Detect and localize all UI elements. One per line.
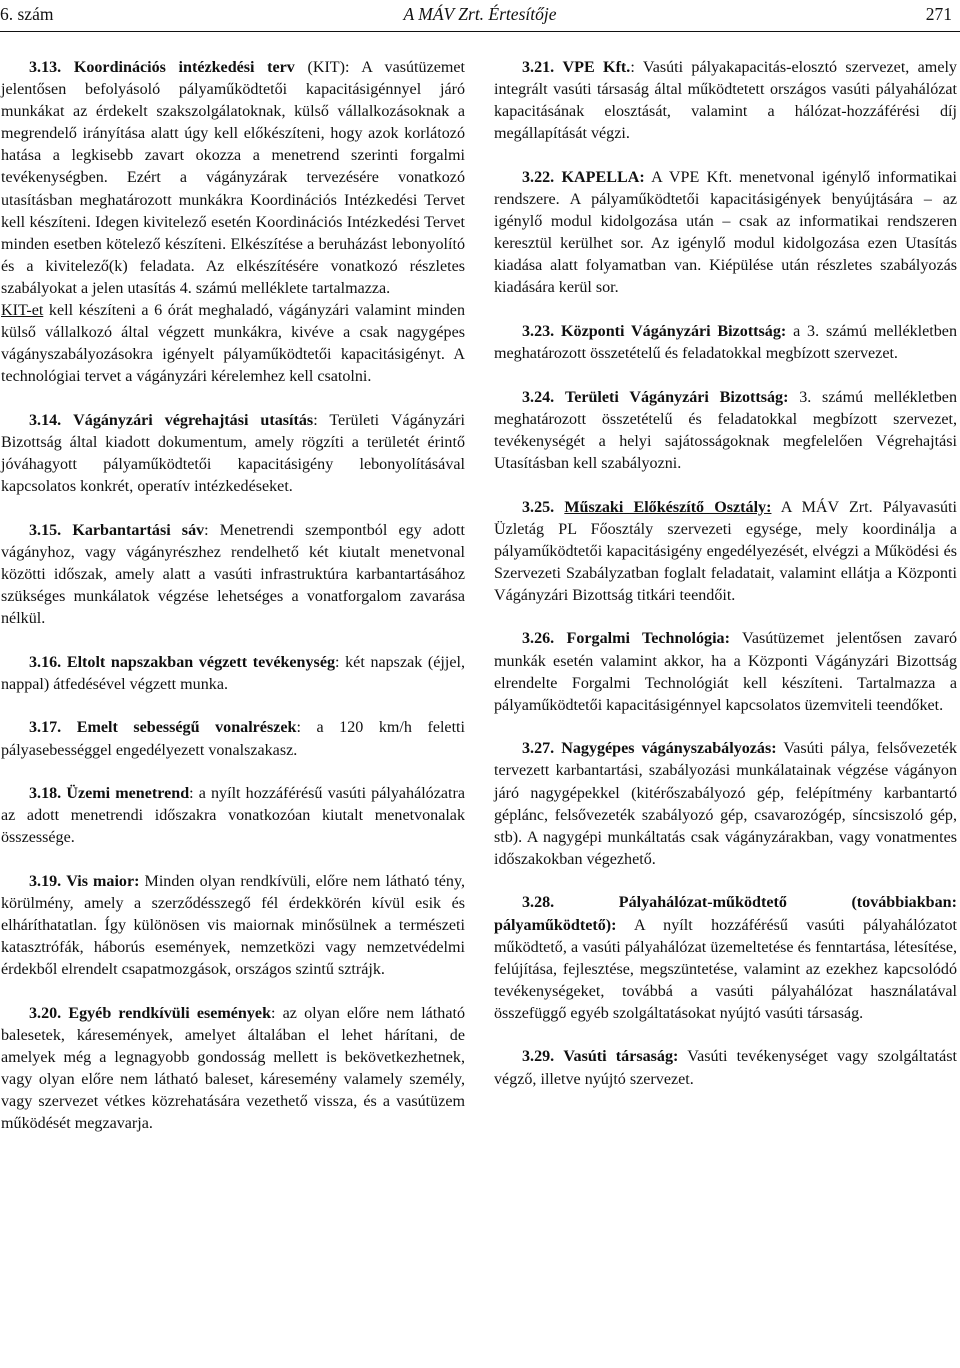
section-text: : a nyílt hozzáférésű vasúti pályahálózatra az adott menetrendi időszakra vonatkozóan kiutalt menetvonalak összessége. [1, 785, 465, 847]
section-term: Vasúti társaság: [563, 1048, 679, 1066]
section-number: 3.26. [522, 630, 555, 648]
section-3-16 [1, 652, 465, 696]
section-number: 3.27. [522, 740, 555, 758]
section-term: Koordinációs intézkedési terv [73, 59, 295, 76]
section-3-19 [1, 871, 465, 981]
section-text: : Vasúti pályakapacitás-elosztó szervezet, amely integrált vasúti társaság által működtetett országos vasúti pályahálózat kapacitásának elosztását, valamint a hálózat-hozzáférési díj megállapítását végzi. [494, 59, 957, 143]
section-term: KAPELLA: [561, 168, 645, 186]
section-text: kell készíteni a 6 órát meghaladó, vágányzári valamint minden külső vállalkozó által végzett munkákra, kivéve a csak nagygépes vágányszabályozásokra igényelt pályaműködtetői kapacitásigényt. A technológiai tervet a vágányzári kérelemhez kell csatolni. [1, 302, 465, 386]
section-number: 3.29. [522, 1048, 555, 1066]
section-3-25 [494, 497, 957, 607]
section-3-27 [494, 738, 957, 871]
section-text: : Menetrendi szempontból egy adott vágányhoz, vagy vágányrészhez rendelhető két kiutalt menetvonal közötti időszak, amely alatt a vasúti infrastruktúra karbantartásához szükséges munkálatok végzése lehetséges a vonatforgalom zavarása nélkül. [1, 521, 465, 628]
section-term: VPE Kft. [562, 59, 631, 76]
section-3-20 [1, 1003, 465, 1136]
issue-number: 6. szám [0, 4, 54, 24]
section-text: (KIT): A vasútüzemet jelentősen befolyásoló pályaműködtetői kapacitásigénnyel járó munkákat az érdekelt szakszolgálatoknak, külső vállalkozásoknak a megrendelő irányítása alatt úgy kell előkészíteni, hogy azok korlátozó hatása a legkisebb zavart okozza a menetrend szerinti forgalmi tevékenységben. Ezért a vágányzárak tervezésére vonatkozó utasításban meghatározott munkákra Koordinációs Intézkedési Tervet kell készíteni. Idegen kivitelező esetén Koordinációs Intézkedési Tervet minden esetben kötelező készíteni. Elkészítése a beruházást lebonyolító és a kivitelező(k) feladata. Az elkészítésére vonatkozó részletes szabályokat a jelen utasítás 4. számú melléklete tartalmazza. [1, 59, 465, 297]
section-text: a 3. számú mellékletben meghatározott összetételű és feladatokkal megbízott szervezet. [494, 322, 958, 363]
section-term: Eltolt napszakban végzett tevékenység [66, 653, 336, 671]
section-3-18 [1, 783, 465, 849]
section-number: 3.15. [29, 521, 62, 539]
section-3-24 [494, 387, 957, 475]
section-text: 3. számú mellékletben meghatározott összetételű és feladatokkal megbízott szervezet, tevékenységét a helyi sajátosságoknak megfelelően Végrehajtási Utasításban kell szabályozni. [494, 388, 957, 472]
section-term: Karbantartási sáv [72, 521, 205, 539]
right-column [494, 57, 957, 1091]
section-3-28 [494, 892, 957, 1025]
section-3-15 [1, 520, 465, 630]
section-text: A MÁV Zrt. Pályavasúti Üzletág PL Főosztály szervezeti egysége, mely koordinálja a pályaműködtetői kapacitásigény engedélyezését, elvégzi a Működési és Szervezeti Szabályzatban foglalt feladatait, valamint ellátja a Központi Vágányzári Bizottság titkári teendőit. [494, 498, 957, 604]
section-number: 3.20. [29, 1004, 62, 1022]
section-number: 3.13. [29, 59, 62, 76]
running-header [0, 4, 960, 30]
section-3-23 [494, 321, 957, 365]
section-text: A nyílt hozzáférésű vasúti pályahálózatot működtető, a vasúti pályahálózat üzemeltetése és fenntartása, létesítése, felújítása, fejlesztése, megszüntetése, valamint az ezekhez kapcsolódó tevékenységeket, továbbá a vasúti pályahálózat használatával összefüggő egyéb szolgáltatásokat nyújtó vasúti társaság. [494, 916, 957, 1022]
section-text: Vasúti pálya, felsővezeték tervezett karbantartási, szabályozási munkálatainak végzése vágányon járó nagygépekkel (kitérőszabályozó gép, felépítmény karbantartó géplánc, felsővezeték szabályozó gép, csavarozógép, síncsiszoló gép, stb). A nagygépi munkáltatás csak vágányzárakban, vagy vonatmentes időszakokban végezhető. [494, 740, 957, 868]
section-text: A VPE Kft. menetvonal igénylő informatikai rendszere. A pályaműködtetői kapacitásigények benyújtására – az igénylő modul kidolgozása után – csak az informatikai rendszeren keresztül kerülhet sor. Az igénylő modul kidolgozása ezen Utasítás kiadása alatt folyamatban van. Kiépülése után részletes szabályozás kiadására kerül sor. [494, 168, 957, 297]
section-text: : a 120 km/h feletti pályasebességgel engedélyezett vonalszakasz. [1, 719, 465, 759]
section-term: Forgalmi Technológia: [566, 630, 730, 648]
publication-title: A MÁV Zrt. Értesítője [403, 4, 557, 24]
section-text: : Területi Vágányzári Bizottság által kiadott dokumentum, amely rögzíti a területét érintő jóváhagyott pályaműködtetői kapacitásigény lebonyolításával kapcsolatos konkrét, operatív intézkedéseket. [1, 411, 466, 496]
section-number: 3.21. [522, 59, 555, 76]
section-number: 3.28. [522, 894, 555, 912]
section-number: 3.25. [522, 498, 555, 516]
section-term: Vis maior: [66, 872, 140, 890]
section-number: 3.18. [29, 785, 62, 803]
header-rule [0, 31, 960, 32]
section-3-14 [1, 410, 465, 498]
section-number: 3.19. [29, 872, 62, 890]
section-term: Üzemi menetrend [66, 785, 190, 803]
section-3-13 [1, 57, 465, 300]
section-number: 3.16. [29, 653, 62, 671]
section-term: Központi Vágányzári Bizottság: [561, 322, 787, 340]
section-3-13-kit-paragraph [1, 300, 465, 388]
section-term: Vágányzári végrehajtási utasítás [73, 411, 314, 429]
section-number: 3.14. [29, 411, 62, 429]
section-3-22 [494, 167, 957, 300]
section-text: Vasúti tevékenységet vagy szolgáltatást végző, illetve nyújtó szervezet. [494, 1048, 958, 1088]
left-column [1, 57, 465, 1135]
section-number: 3.24. [522, 388, 555, 406]
section-number: 3.23. [522, 322, 555, 340]
section-text: Minden olyan rendkívüli, előre nem látható tény, körülmény, amely a szerződésszegő fél érdekkörén kívül esik és elháríthatatlan. Így különösen vis maiornak minősülnek a természeti katasztrófák, háborús események, nemzetközi vagy nemzetvédelmi érdekből elrendelt csapatmozgások, országos szintű sztrájk. [1, 872, 465, 979]
section-text: : két napszak (éjjel, nappal) átfedésével végzett munka. [1, 653, 466, 693]
section-text: : az olyan előre nem látható balesetek, káresemények, amelyet általában el lehet hárítani, de amelyek még a legnagyobb gondosság mellett is bekövetkezhetnek, vagy olyan előre nem látható baleset, káresemény valamely személy, vagy szervezet vétkes közrehatására vezethető vissza, és a vasútüzem működését megzavarja. [1, 1004, 465, 1133]
kit-term: KIT-et [1, 302, 44, 320]
section-number: 3.22. [522, 168, 555, 186]
section-number: 3.17. [29, 719, 62, 737]
section-3-21 [494, 57, 957, 145]
section-term: Emelt sebességű vonalrészek [76, 719, 297, 737]
section-term: Nagygépes vágányszabályozás: [561, 740, 777, 758]
section-3-17 [1, 717, 465, 761]
section-term: Pályahálózat-működtető (továbbiakban: pályaműködtető): [494, 894, 957, 934]
section-3-29 [494, 1046, 957, 1090]
section-term: Területi Vágányzári Bizottság: [564, 388, 789, 406]
section-text: Vasútüzemet jelentősen zavaró munkák esetén valamint akkor, ha a Központi Vágányzári Bizottság elrendelte Forgalmi Technológiát kell készíteni. Tartalmazza a pályaműködtetői kapacitásigénnyel kapcsolatos üzemviteli teendőket. [494, 630, 957, 714]
section-term: Egyéb rendkívüli események [68, 1004, 272, 1022]
section-term: Műszaki Előkészítő Osztály: [564, 498, 772, 516]
section-3-26 [494, 628, 957, 716]
page-number: 271 [925, 4, 952, 24]
